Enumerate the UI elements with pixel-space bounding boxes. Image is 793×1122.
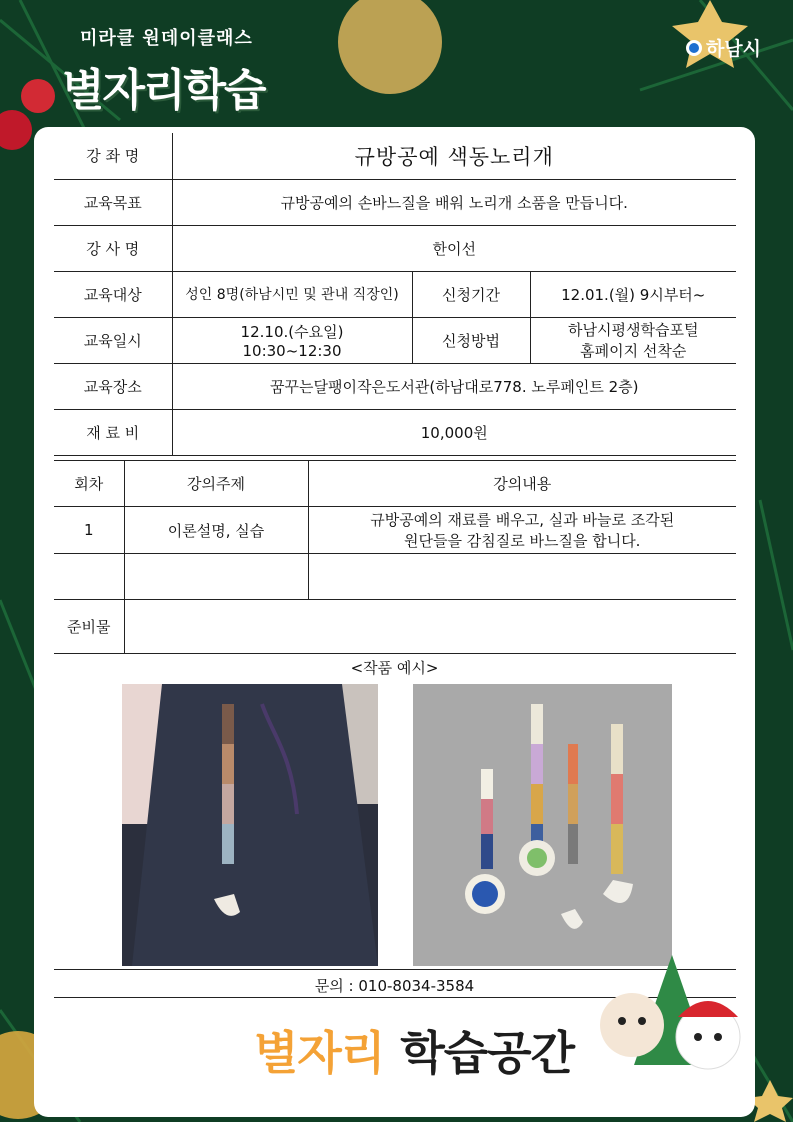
materials-value (124, 600, 736, 654)
session-content (308, 507, 736, 554)
table-row (54, 554, 736, 600)
instructor-value: 한이선 (172, 225, 736, 271)
inquiry-text: 문의 : 010-8034-3584 (314, 977, 475, 995)
header-subtitle: 미라클 원데이클래스 (80, 28, 253, 49)
example-photo-worn (122, 684, 378, 966)
session-content (308, 554, 736, 600)
date-line2: 10:30~12:30 (242, 341, 342, 360)
session-topic: 이론설명, 실습 (124, 507, 308, 554)
city-logo-text: 하남시 (705, 38, 761, 60)
session-content-line2: 원단들을 감침질로 바느질을 합니다. (404, 532, 641, 550)
header-title: 별자리학습 (62, 65, 265, 116)
apply-method-line2: 홈페이지 선착순 (580, 342, 687, 360)
fee-label: 재 료 비 (54, 409, 172, 455)
example-photo-hanging (413, 684, 672, 966)
examples-caption: <작품 예시> (350, 659, 439, 677)
mascot-illustration (580, 945, 750, 1095)
footer-logo-part2: 학습공간 (400, 1026, 575, 1080)
date-value (172, 317, 412, 363)
session-content-header: 강의내용 (308, 461, 736, 507)
footer-logo-part1: 별자리 (254, 1026, 385, 1080)
city-mark-icon (686, 40, 702, 56)
apply-method-value (530, 317, 736, 363)
apply-method-label: 신청방법 (412, 317, 530, 363)
goal-label: 교육목표 (54, 179, 172, 225)
instructor-label: 강 사 명 (54, 225, 172, 271)
materials-label: 준비물 (54, 600, 124, 654)
date-label: 교육일시 (54, 317, 172, 363)
session-table (54, 460, 736, 654)
course-info-table (54, 133, 736, 456)
red-ornament (21, 79, 55, 113)
apply-period-value: 12.01.(월) 9시부터~ (530, 271, 736, 317)
city-logo (686, 34, 761, 61)
place-label: 교육장소 (54, 363, 172, 409)
course-name: 규방공예 색동노리개 (172, 133, 736, 179)
session-content-line1: 규방공예의 재료를 배우고, 실과 바늘로 조각된 (370, 511, 675, 529)
footer-logo (254, 1017, 574, 1083)
session-no: 1 (54, 507, 124, 554)
flyer-card (34, 127, 755, 1117)
date-line1: 12.10.(수요일) (240, 322, 344, 341)
place-value: 꿈꾸는달팽이작은도서관(하남대로778. 노루페인트 2층) (172, 363, 736, 409)
apply-method-line1: 하남시평생학습포털 (568, 321, 699, 339)
target-value: 성인 8명(하남시민 및 관내 직장인) (172, 271, 412, 317)
fee-value: 10,000원 (172, 409, 736, 455)
course-name-label: 강 좌 명 (54, 133, 172, 179)
session-topic (124, 554, 308, 600)
target-label: 교육대상 (54, 271, 172, 317)
session-topic-header: 강의주제 (124, 461, 308, 507)
table-row (54, 507, 736, 554)
session-no-header: 회차 (54, 461, 124, 507)
goal-value: 규방공예의 손바느질을 배워 노리개 소품을 만듭니다. (172, 179, 736, 225)
apply-period-label: 신청기간 (412, 271, 530, 317)
session-no (54, 554, 124, 600)
